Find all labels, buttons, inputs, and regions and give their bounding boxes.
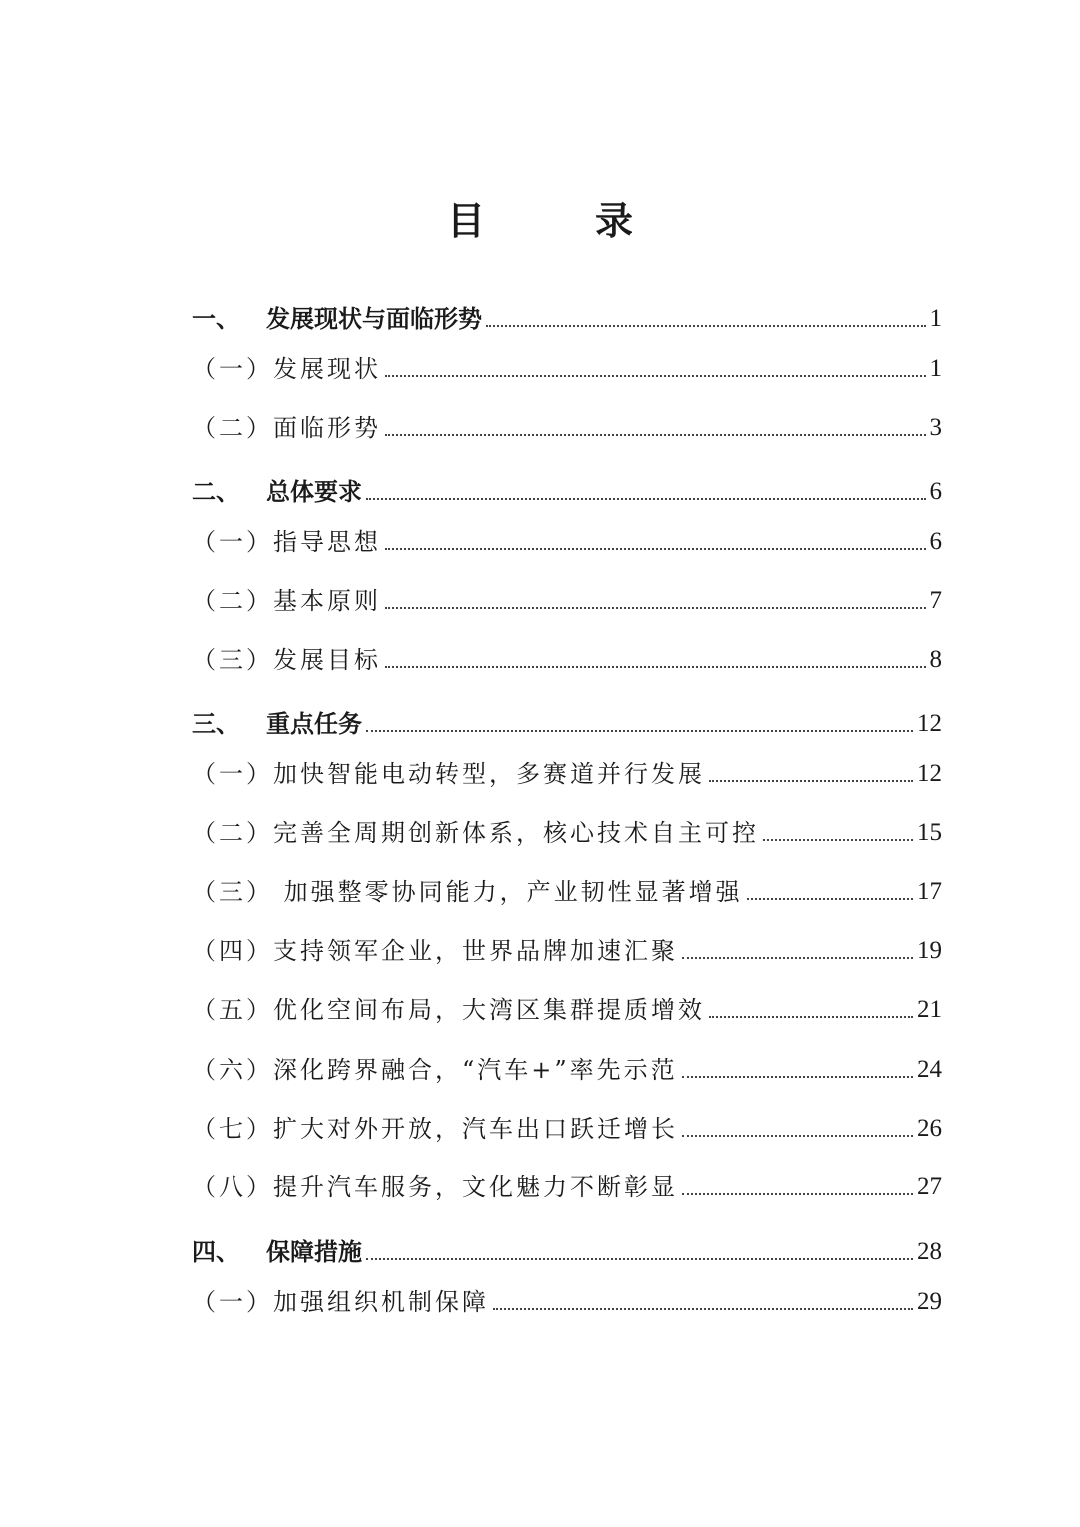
page-title: 目 录: [446, 199, 669, 243]
toc-entry-text: （四）支持领军企业，世界品牌加速汇聚: [192, 937, 678, 965]
dot-leader: [385, 548, 926, 550]
toc-entry-text: 保障措施: [266, 1238, 362, 1266]
toc-entry-text: （八）提升汽车服务，文化魅力不断彰显: [192, 1173, 678, 1201]
toc-entry-page-number: 17: [917, 878, 942, 905]
toc-entry-section-4[interactable]: [192, 1231, 942, 1267]
toc-entry-text: （七）扩大对外开放，汽车出口跃迁增长: [192, 1115, 678, 1143]
toc-entry-section-2[interactable]: [192, 471, 942, 507]
dot-leader: [366, 730, 913, 732]
dot-leader: [763, 839, 913, 841]
toc-entry-text: （三） 加强整零协同能力，产业韧性显著增强: [192, 878, 743, 906]
toc-entry-subsection[interactable]: [192, 753, 942, 789]
dot-leader: [385, 375, 926, 377]
toc-entry-label: [192, 709, 362, 739]
toc-entry-label: [192, 304, 482, 334]
toc-entry-text: 总体要求: [266, 478, 362, 506]
toc-entry-page-number: 28: [917, 1238, 942, 1265]
toc-entry-text: （二）完善全周期创新体系，核心技术自主可控: [192, 819, 759, 847]
dot-leader: [682, 1193, 913, 1195]
toc-entry-subsection[interactable]: [192, 639, 942, 675]
dot-leader: [366, 1258, 913, 1260]
toc-entry-page-number: 6: [929, 528, 942, 555]
toc-entry-section-3[interactable]: [192, 703, 942, 739]
toc-entry-subsection[interactable]: [192, 1281, 942, 1317]
dot-leader: [493, 1308, 913, 1310]
toc-entry-number: 四、: [192, 1238, 240, 1266]
toc-entry-page-number: 24: [917, 1056, 942, 1083]
toc-entry-text: （一）指导思想: [192, 528, 381, 556]
toc-entry-page-number: 3: [929, 414, 942, 441]
toc-entry-text: （一）加强组织机制保障: [192, 1288, 489, 1316]
dot-leader: [709, 780, 913, 782]
toc-entry-text: 重点任务: [266, 710, 362, 738]
toc-entry-page-number: 12: [917, 760, 942, 787]
toc-entry-text: （一）加快智能电动转型，多赛道并行发展: [192, 760, 705, 788]
toc-entry-subsection[interactable]: [192, 930, 942, 966]
toc-entry-subsection[interactable]: [192, 348, 942, 384]
toc-entry-text: （一）发展现状: [192, 355, 381, 383]
toc-entry-subsection[interactable]: [192, 1166, 942, 1202]
dot-leader: [486, 325, 926, 327]
dot-leader: [682, 1076, 913, 1078]
dot-leader: [682, 957, 913, 959]
dot-leader: [747, 898, 913, 900]
toc-entry-page-number: 15: [917, 819, 942, 846]
toc-entry-label: [192, 477, 362, 507]
toc-entry-label: [192, 1237, 362, 1267]
toc-entry-text: （二）面临形势: [192, 414, 381, 442]
toc-entry-number: 二、: [192, 478, 240, 506]
toc-entry-subsection[interactable]: [192, 871, 942, 907]
dot-leader: [385, 607, 926, 609]
toc-entry-subsection[interactable]: [192, 407, 942, 443]
toc-entry-section-1[interactable]: [192, 298, 942, 334]
toc-entry-text: （二）基本原则: [192, 587, 381, 615]
dot-leader: [366, 498, 926, 500]
toc-entry-page-number: 1: [929, 355, 942, 382]
toc-entry-text: （六）深化跨界融合，“汽车+”率先示范: [192, 1056, 678, 1084]
toc-entry-number: 一、: [192, 305, 240, 333]
dot-leader: [682, 1135, 913, 1137]
toc-entry-page-number: 1: [929, 305, 942, 332]
toc-entry-number: 三、: [192, 710, 240, 738]
toc-entry-page-number: 7: [929, 587, 942, 614]
toc-entry-page-number: 26: [917, 1115, 942, 1142]
dot-leader: [385, 666, 926, 668]
toc-entry-text: （五）优化空间布局，大湾区集群提质增效: [192, 996, 705, 1024]
toc-entry-subsection[interactable]: [192, 1108, 942, 1144]
toc-entry-subsection[interactable]: [192, 1049, 942, 1085]
toc-entry-subsection[interactable]: [192, 521, 942, 557]
toc-entry-page-number: 29: [917, 1288, 942, 1315]
toc-entry-page-number: 21: [917, 996, 942, 1023]
toc-entry-subsection[interactable]: [192, 580, 942, 616]
dot-leader: [709, 1016, 913, 1018]
toc-entry-page-number: 6: [929, 478, 942, 505]
toc-entry-page-number: 8: [929, 646, 942, 673]
toc-entry-subsection[interactable]: [192, 812, 942, 848]
toc-entry-page-number: 19: [917, 937, 942, 964]
dot-leader: [385, 434, 926, 436]
toc-entry-page-number: 12: [917, 710, 942, 737]
toc-entry-subsection[interactable]: [192, 989, 942, 1025]
toc-entry-page-number: 27: [917, 1173, 942, 1200]
toc-entry-text: （三）发展目标: [192, 646, 381, 674]
toc-entry-text: 发展现状与面临形势: [266, 305, 482, 333]
